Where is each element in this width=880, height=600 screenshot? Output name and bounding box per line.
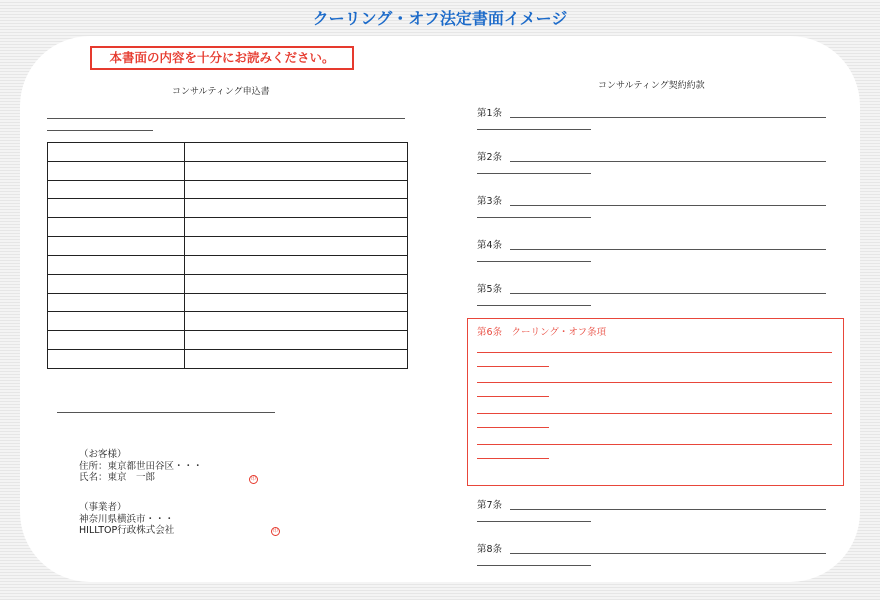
cooling-off-clause-box — [467, 318, 844, 486]
article-3-label: 第3条 — [477, 196, 503, 207]
table-cell — [185, 255, 408, 274]
table-cell — [48, 255, 185, 274]
business-seal-icon: 印 — [272, 528, 278, 534]
terms-heading: コンサルティング契約約款 — [598, 81, 705, 91]
table-cell — [48, 143, 185, 162]
table-row — [48, 237, 408, 256]
table-row — [48, 331, 408, 350]
table-cell — [48, 161, 185, 180]
cooling-off-line — [477, 427, 549, 428]
application-heading: コンサルティング申込書 — [172, 87, 270, 97]
table-cell — [185, 350, 408, 369]
table-cell — [48, 237, 185, 256]
article-line — [477, 129, 591, 130]
article-1-label: 第1条 — [477, 108, 503, 119]
customer-label: （お客様） — [79, 449, 127, 460]
article-line — [510, 293, 826, 294]
table-cell — [185, 312, 408, 331]
article-2-label: 第2条 — [477, 152, 503, 163]
article-line — [477, 305, 591, 306]
cooling-off-line — [477, 382, 832, 383]
cooling-off-line — [477, 352, 832, 353]
cooling-off-line — [477, 396, 549, 397]
table-cell — [48, 199, 185, 218]
table-row — [48, 218, 408, 237]
article-line — [510, 205, 826, 206]
article-7-label: 第7条 — [477, 500, 503, 511]
article-line — [510, 117, 826, 118]
table-cell — [48, 312, 185, 331]
customer-seal-icon: 印 — [250, 476, 256, 482]
table-cell — [185, 161, 408, 180]
table-row — [48, 293, 408, 312]
cooling-off-line — [477, 413, 832, 414]
article-line — [477, 565, 591, 566]
customer-name: 氏名：東京 一郎 — [79, 472, 156, 483]
slide-title: クーリング・オフ法定書面イメージ — [312, 9, 568, 28]
table-cell — [185, 237, 408, 256]
table-cell — [48, 274, 185, 293]
article-line — [477, 217, 591, 218]
application-table — [47, 142, 408, 369]
table-row — [48, 161, 408, 180]
customer-address: 住所：東京都世田谷区・・・ — [79, 460, 203, 472]
article-4-label: 第4条 — [477, 240, 503, 251]
article-8-label: 第8条 — [477, 544, 503, 555]
table-row — [48, 199, 408, 218]
article-line — [477, 261, 591, 262]
article-line — [477, 173, 591, 174]
business-block — [79, 502, 174, 537]
business-address: 神奈川県横浜市・・・ — [79, 513, 175, 525]
table-cell — [48, 350, 185, 369]
notice-box: 本書面の内容を十分にお読みください。 — [90, 46, 354, 70]
table-row — [48, 143, 408, 162]
table-row — [48, 312, 408, 331]
cooling-off-line — [477, 366, 549, 367]
table-cell — [185, 143, 408, 162]
table-cell — [48, 218, 185, 237]
article-6-label: 第6条 クーリング・オフ条項 — [477, 327, 607, 338]
article-line — [510, 553, 826, 554]
business-label: （事業者） — [79, 502, 127, 513]
table-cell — [48, 331, 185, 350]
cooling-off-line — [477, 444, 832, 445]
table-row — [48, 255, 408, 274]
application-text-line — [47, 130, 153, 131]
table-cell — [185, 199, 408, 218]
cooling-off-line — [477, 458, 549, 459]
table-cell — [185, 274, 408, 293]
article-line — [510, 161, 826, 162]
table-row — [48, 274, 408, 293]
article-5-label: 第5条 — [477, 284, 503, 295]
article-line — [510, 249, 826, 250]
table-cell — [185, 331, 408, 350]
table-row — [48, 350, 408, 369]
article-line — [477, 521, 591, 522]
application-text-line — [47, 118, 405, 119]
customer-block — [79, 449, 203, 484]
signature-date-line — [57, 412, 275, 413]
table-row — [48, 180, 408, 199]
table-cell — [185, 218, 408, 237]
table-cell — [185, 180, 408, 199]
table-cell — [185, 293, 408, 312]
table-cell — [48, 180, 185, 199]
table-cell — [48, 293, 185, 312]
article-line — [510, 509, 826, 510]
business-name: HILLTOP行政株式会社 — [79, 525, 175, 536]
